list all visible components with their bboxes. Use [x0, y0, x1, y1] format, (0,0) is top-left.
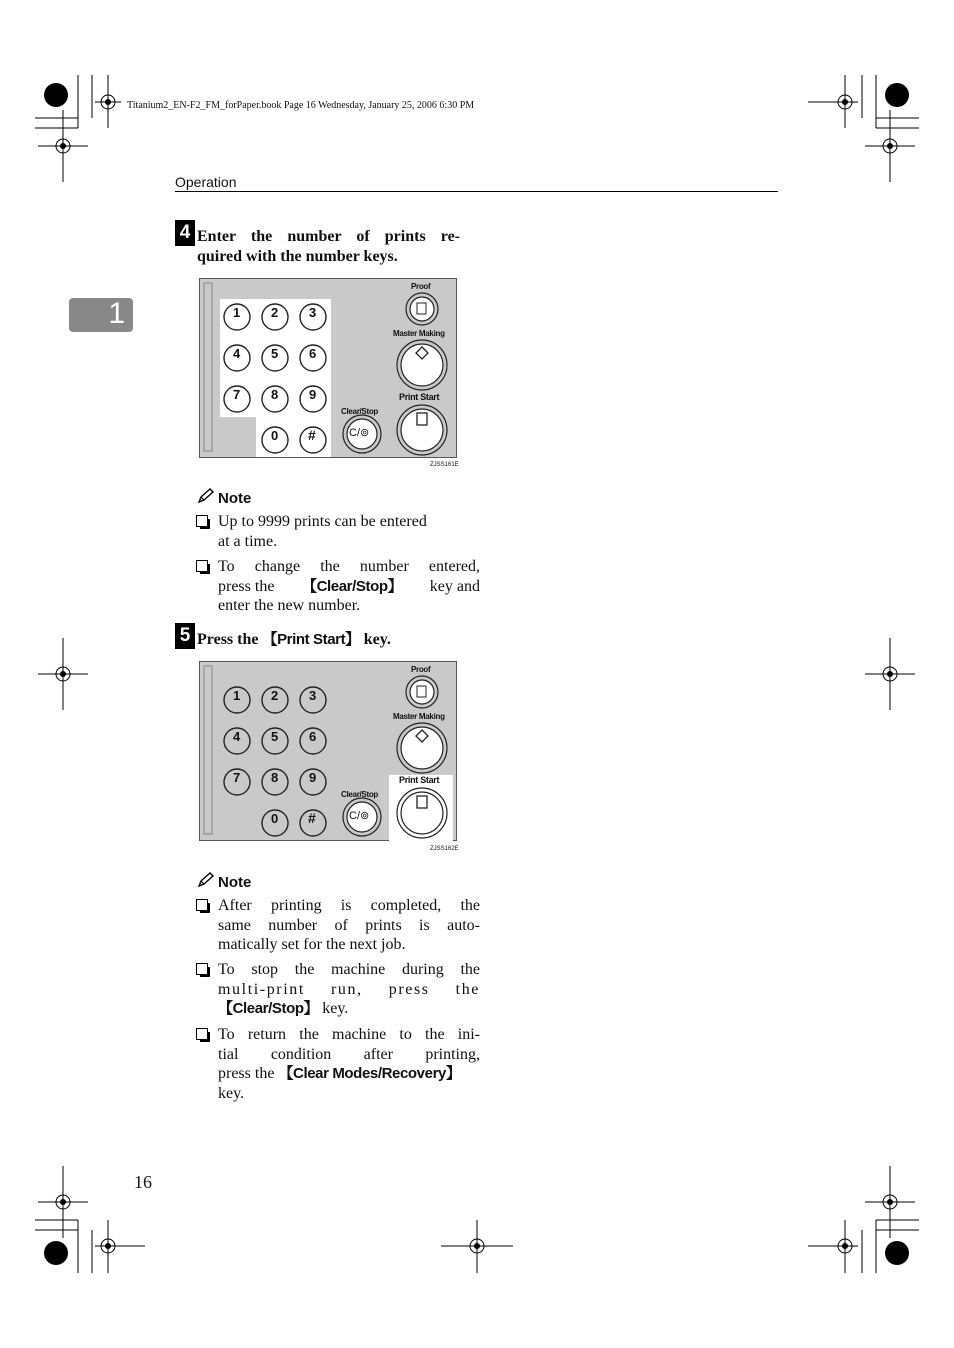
step-5-text	[197, 630, 391, 650]
key-9: 9	[309, 387, 316, 402]
key-2: 2	[271, 688, 278, 703]
master-making-label: Master Making	[393, 712, 445, 721]
note-2-item-3	[218, 1025, 480, 1103]
section-title: Operation	[175, 174, 237, 190]
checkbox-icon	[196, 1028, 208, 1040]
key-4: 4	[233, 729, 240, 744]
step-4-badge: 4	[175, 220, 195, 246]
note-2-item-2-after: key.	[318, 1000, 349, 1017]
key-6: 6	[309, 346, 316, 361]
key-0: 0	[271, 811, 278, 826]
key-hash: #	[308, 427, 316, 443]
key-7: 7	[233, 770, 240, 785]
key-8: 8	[271, 770, 278, 785]
note-1-item-2	[218, 557, 480, 616]
note-1-item-2-before: press the	[218, 577, 275, 595]
note-2-item-1-line2: same number of prints is auto-	[218, 916, 480, 934]
note-1-item-2-line3: enter the new number.	[218, 597, 361, 614]
figure-code-1: ZJSS161E	[430, 462, 459, 468]
print-start-key: 【Print Start】	[262, 631, 360, 648]
print-start-label: Print Start	[399, 775, 440, 785]
step-5-after: key.	[359, 631, 391, 648]
key-8: 8	[271, 387, 278, 402]
note-1-label: Note	[218, 489, 252, 507]
clear-stop-symbol: C/⊚	[349, 810, 370, 822]
key-5: 5	[271, 346, 278, 361]
chapter-number: 1	[108, 297, 125, 330]
figure-code-2: ZJSS162E	[430, 846, 459, 852]
key-7: 7	[233, 387, 240, 402]
proof-label: Proof	[411, 282, 431, 291]
clear-stop-key: 【Clear/Stop】	[218, 1000, 319, 1017]
clear-stop-label: Clear/Stop	[341, 407, 379, 416]
checkbox-icon	[196, 899, 208, 911]
key-3: 3	[309, 688, 316, 703]
note-1-item-2-line1: To change the number entered,	[218, 558, 480, 575]
key-0: 0	[271, 428, 278, 443]
note-1-item-1-line2: at a time.	[218, 532, 278, 550]
note-2-item-1-line1: After printing is completed, the	[218, 897, 480, 914]
note-2-item-3-line4: key.	[218, 1084, 245, 1102]
step-4-line2: quired with the number keys.	[197, 248, 398, 265]
chapter-tab	[69, 298, 133, 332]
header-rule	[175, 191, 778, 192]
key-2: 2	[271, 305, 278, 320]
note-1-item-1-line1: Up to 9999 prints can be entered	[218, 513, 427, 530]
key-5: 5	[271, 729, 278, 744]
control-panel-figure-1	[199, 278, 457, 458]
step-5-badge: 5	[175, 623, 195, 649]
control-panel-figure-2	[199, 661, 457, 841]
note-1-item-2-after: key and	[429, 577, 480, 595]
note-2-item-3-before: press the	[218, 1065, 279, 1082]
clear-stop-label: Clear/Stop	[341, 790, 379, 799]
checkbox-icon	[196, 963, 208, 975]
key-4: 4	[233, 346, 240, 361]
proof-label: Proof	[411, 665, 431, 674]
key-hash: #	[308, 810, 316, 826]
note-2-label: Note	[218, 873, 252, 891]
key-6: 6	[309, 729, 316, 744]
key-9: 9	[309, 770, 316, 785]
checkbox-icon	[196, 560, 208, 572]
note-2-item-1-line3: matically set for the next job.	[218, 936, 406, 953]
key-1: 1	[233, 305, 240, 320]
page-number: 16	[134, 1172, 152, 1192]
note-2-item-3-line1: To return the machine to the ini-	[218, 1026, 480, 1043]
print-start-label: Print Start	[399, 392, 440, 402]
checkbox-icon	[196, 515, 208, 527]
file-header: Titanium2_EN-F2_FM_forPaper.book Page 16 Wednesday, January 25, 2006 6:30 PM	[127, 100, 475, 111]
master-making-label: Master Making	[393, 329, 445, 338]
step-4-line1: Enter the number of prints re-	[197, 228, 460, 245]
clear-stop-symbol: C/⊚	[349, 427, 370, 439]
note-2-heading	[197, 872, 251, 892]
note-2-item-2-line1: To stop the machine during the	[218, 961, 480, 978]
pencil-icon	[197, 872, 215, 892]
note-1-item-1	[218, 512, 480, 551]
key-3: 3	[309, 305, 316, 320]
clear-modes-recovery-key: 【Clear Modes/Recovery】	[278, 1065, 461, 1082]
step-5-before: Press the	[197, 631, 263, 648]
clear-stop-key: 【Clear/Stop】	[302, 577, 403, 595]
note-2-item-3-line2: tial condition after printing,	[218, 1045, 480, 1063]
note-2-item-2	[218, 960, 480, 1019]
note-1-heading	[197, 488, 251, 508]
note-2-item-2-line2: multi-print run, press the	[218, 980, 480, 998]
note-2-item-1	[218, 896, 480, 955]
pencil-icon	[197, 488, 215, 508]
key-1: 1	[233, 688, 240, 703]
